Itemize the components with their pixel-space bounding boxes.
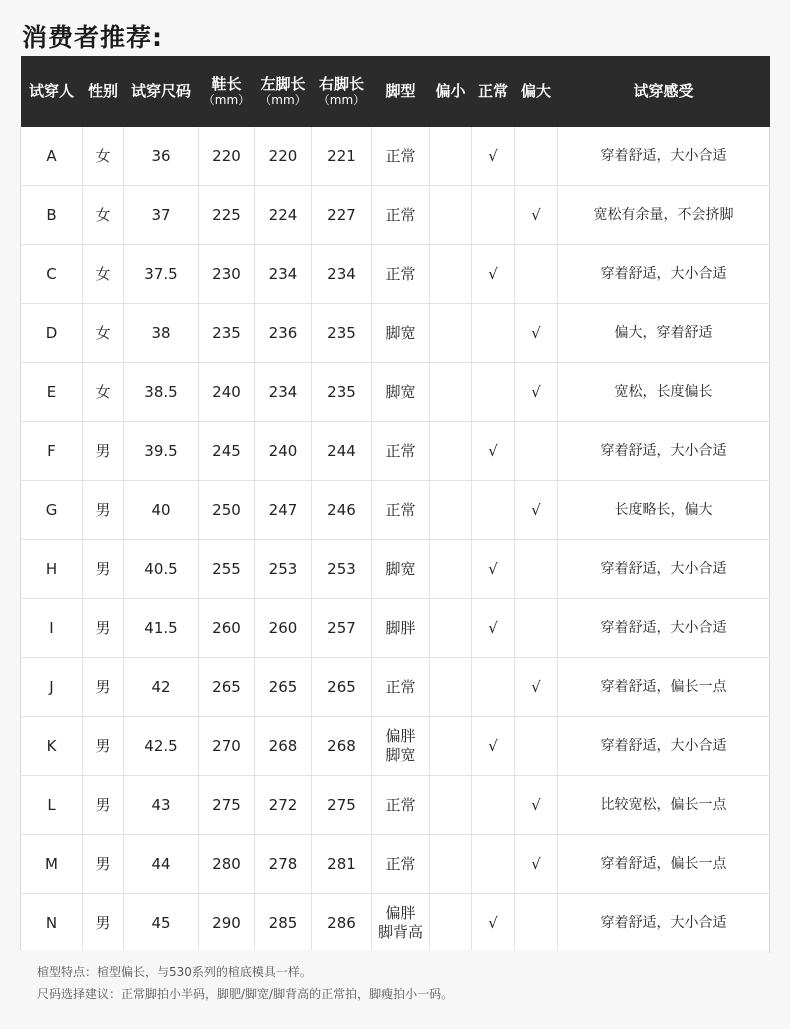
tester-cell: F — [21, 422, 83, 481]
right-foot-cell: 235 — [312, 363, 372, 422]
left-foot-cell: 260 — [255, 599, 312, 658]
size-cell: 42.5 — [124, 717, 199, 776]
foot-type-cell: 脚宽 — [372, 304, 430, 363]
right-foot-cell: 244 — [312, 422, 372, 481]
feeling-cell: 比较宽松，偏长一点 — [558, 776, 770, 835]
feeling-cell: 宽松有余量，不会挤脚 — [558, 186, 770, 245]
normal-check-cell: √ — [472, 540, 515, 599]
size-cell: 42 — [124, 658, 199, 717]
right-foot-cell: 221 — [312, 127, 372, 186]
left-foot-cell: 236 — [255, 304, 312, 363]
large-check-cell — [515, 127, 558, 186]
small-check-cell — [430, 245, 472, 304]
header-label: 试穿感受 — [633, 82, 694, 100]
header-shoe-length — [199, 56, 255, 127]
note-size-advice: 尺码选择建议：正常脚拍小半码，脚肥/脚宽/脚背高的正常拍，脚瘦拍小一码。 — [37, 987, 454, 1001]
normal-check-cell: √ — [472, 717, 515, 776]
tester-cell: L — [21, 776, 83, 835]
shoe-length-cell: 230 — [199, 245, 255, 304]
shoe-length-cell: 255 — [199, 540, 255, 599]
table-row — [21, 363, 770, 422]
tester-cell: M — [21, 835, 83, 894]
tester-cell: C — [21, 245, 83, 304]
tester-cell: G — [21, 481, 83, 540]
tester-cell: K — [21, 717, 83, 776]
feeling-cell: 偏大，穿着舒适 — [558, 304, 770, 363]
feeling-cell: 穿着舒适，偏长一点 — [558, 658, 770, 717]
header-foot-type — [372, 56, 430, 127]
gender-cell: 女 — [83, 363, 124, 422]
feeling-cell: 长度略长，偏大 — [558, 481, 770, 540]
tester-cell: J — [21, 658, 83, 717]
size-cell: 39.5 — [124, 422, 199, 481]
right-foot-cell: 234 — [312, 245, 372, 304]
large-check-cell — [515, 717, 558, 776]
table-body — [21, 127, 770, 953]
header-label: 偏小 — [435, 82, 466, 100]
small-check-cell — [430, 304, 472, 363]
feeling-cell: 穿着舒适，大小合适 — [558, 422, 770, 481]
large-check-cell — [515, 540, 558, 599]
large-check-cell: √ — [515, 835, 558, 894]
gender-cell: 男 — [83, 540, 124, 599]
foot-type-cell: 偏胖 脚背高 — [372, 894, 430, 953]
table-row — [21, 245, 770, 304]
gender-cell: 女 — [83, 186, 124, 245]
gender-cell: 男 — [83, 481, 124, 540]
shoe-length-cell: 220 — [199, 127, 255, 186]
table-row — [21, 540, 770, 599]
large-check-cell — [515, 894, 558, 953]
foot-type-cell: 正常 — [372, 186, 430, 245]
gender-cell: 男 — [83, 422, 124, 481]
gender-cell: 男 — [83, 717, 124, 776]
gender-cell: 女 — [83, 127, 124, 186]
gender-cell: 女 — [83, 245, 124, 304]
feeling-cell: 宽松，长度偏长 — [558, 363, 770, 422]
tester-cell: N — [21, 894, 83, 953]
shoe-length-cell: 290 — [199, 894, 255, 953]
size-cell: 41.5 — [124, 599, 199, 658]
tester-cell: A — [21, 127, 83, 186]
header-normal — [472, 56, 515, 127]
table-row — [21, 481, 770, 540]
small-check-cell — [430, 776, 472, 835]
normal-check-cell — [472, 363, 515, 422]
small-check-cell — [430, 127, 472, 186]
tester-cell: B — [21, 186, 83, 245]
table-row — [21, 422, 770, 481]
left-foot-cell: 234 — [255, 245, 312, 304]
table-row — [21, 658, 770, 717]
small-check-cell — [430, 186, 472, 245]
feeling-cell: 穿着舒适，大小合适 — [558, 894, 770, 953]
right-foot-cell: 268 — [312, 717, 372, 776]
left-foot-cell: 224 — [255, 186, 312, 245]
tester-cell: D — [21, 304, 83, 363]
gender-cell: 男 — [83, 835, 124, 894]
header-trial-size — [124, 56, 199, 127]
size-cell: 40.5 — [124, 540, 199, 599]
small-check-cell — [430, 422, 472, 481]
small-check-cell — [430, 658, 472, 717]
normal-check-cell — [472, 658, 515, 717]
gender-cell: 男 — [83, 894, 124, 953]
gender-cell: 男 — [83, 599, 124, 658]
size-cell: 38.5 — [124, 363, 199, 422]
notes-box — [20, 950, 769, 1010]
normal-check-cell: √ — [472, 894, 515, 953]
shoe-length-cell: 280 — [199, 835, 255, 894]
size-recommendation-table — [20, 56, 769, 953]
header-label: 偏大 — [520, 82, 551, 100]
small-check-cell — [430, 540, 472, 599]
large-check-cell: √ — [515, 186, 558, 245]
left-foot-cell: 247 — [255, 481, 312, 540]
foot-type-cell: 正常 — [372, 245, 430, 304]
left-foot-cell: 265 — [255, 658, 312, 717]
foot-type-cell: 偏胖 脚宽 — [372, 717, 430, 776]
tester-cell: H — [21, 540, 83, 599]
left-foot-cell: 220 — [255, 127, 312, 186]
size-cell: 44 — [124, 835, 199, 894]
right-foot-cell: 235 — [312, 304, 372, 363]
small-check-cell — [430, 835, 472, 894]
small-check-cell — [430, 363, 472, 422]
header-large — [515, 56, 558, 127]
right-foot-cell: 253 — [312, 540, 372, 599]
header-label: 性别 — [87, 82, 118, 100]
shoe-length-cell: 250 — [199, 481, 255, 540]
feeling-cell: 穿着舒适，大小合适 — [558, 540, 770, 599]
header-unit: （mm） — [202, 92, 251, 107]
header-left-foot-length — [255, 56, 312, 127]
table-row — [21, 599, 770, 658]
table-row — [21, 127, 770, 186]
normal-check-cell — [472, 835, 515, 894]
small-check-cell — [430, 599, 472, 658]
header-right-foot-length — [312, 56, 372, 127]
shoe-length-cell: 225 — [199, 186, 255, 245]
shoe-length-cell: 275 — [199, 776, 255, 835]
small-check-cell — [430, 481, 472, 540]
tester-cell: E — [21, 363, 83, 422]
feeling-cell: 穿着舒适，大小合适 — [558, 717, 770, 776]
size-cell: 37 — [124, 186, 199, 245]
feeling-cell: 穿着舒适，大小合适 — [558, 127, 770, 186]
table-row — [21, 186, 770, 245]
normal-check-cell — [472, 186, 515, 245]
large-check-cell — [515, 245, 558, 304]
normal-check-cell: √ — [472, 599, 515, 658]
table-row — [21, 776, 770, 835]
right-foot-cell: 227 — [312, 186, 372, 245]
left-foot-cell: 240 — [255, 422, 312, 481]
right-foot-cell: 286 — [312, 894, 372, 953]
shoe-length-cell: 240 — [199, 363, 255, 422]
note-last-feature: 楦型特点：楦型偏长，与530系列的楦底模具一样。 — [37, 965, 312, 979]
foot-type-cell: 脚宽 — [372, 540, 430, 599]
header-unit: （mm） — [317, 92, 366, 107]
size-cell: 36 — [124, 127, 199, 186]
normal-check-cell — [472, 776, 515, 835]
right-foot-cell: 246 — [312, 481, 372, 540]
header-label: 鞋长 — [211, 74, 242, 93]
large-check-cell: √ — [515, 304, 558, 363]
feeling-cell: 穿着舒适，大小合适 — [558, 245, 770, 304]
size-cell: 37.5 — [124, 245, 199, 304]
header-label: 试穿人 — [28, 82, 74, 100]
page-title: 消费者推荐: — [22, 23, 163, 52]
table-row — [21, 717, 770, 776]
large-check-cell: √ — [515, 776, 558, 835]
header-label: 正常 — [477, 82, 508, 100]
header-label: 左脚长 — [260, 74, 306, 93]
left-foot-cell: 278 — [255, 835, 312, 894]
left-foot-cell: 234 — [255, 363, 312, 422]
header-gender — [83, 56, 124, 127]
header-fit-feeling — [558, 56, 770, 127]
large-check-cell: √ — [515, 363, 558, 422]
left-foot-cell: 268 — [255, 717, 312, 776]
normal-check-cell — [472, 304, 515, 363]
foot-type-cell: 正常 — [372, 835, 430, 894]
large-check-cell — [515, 422, 558, 481]
header-label: 试穿尺码 — [130, 82, 191, 100]
feeling-cell: 穿着舒适，大小合适 — [558, 599, 770, 658]
table-row — [21, 894, 770, 953]
table-row — [21, 304, 770, 363]
shoe-length-cell: 260 — [199, 599, 255, 658]
left-foot-cell: 285 — [255, 894, 312, 953]
small-check-cell — [430, 717, 472, 776]
right-foot-cell: 275 — [312, 776, 372, 835]
size-cell: 43 — [124, 776, 199, 835]
table-header — [21, 56, 770, 127]
left-foot-cell: 272 — [255, 776, 312, 835]
foot-type-cell: 正常 — [372, 658, 430, 717]
size-cell: 40 — [124, 481, 199, 540]
header-small — [430, 56, 472, 127]
right-foot-cell: 265 — [312, 658, 372, 717]
shoe-length-cell: 265 — [199, 658, 255, 717]
tester-cell: I — [21, 599, 83, 658]
header-tester — [21, 56, 83, 127]
header-label: 右脚长 — [318, 74, 364, 93]
shoe-length-cell: 245 — [199, 422, 255, 481]
gender-cell: 女 — [83, 304, 124, 363]
foot-type-cell: 正常 — [372, 481, 430, 540]
large-check-cell — [515, 599, 558, 658]
normal-check-cell: √ — [472, 127, 515, 186]
gender-cell: 男 — [83, 776, 124, 835]
right-foot-cell: 281 — [312, 835, 372, 894]
left-foot-cell: 253 — [255, 540, 312, 599]
table-row — [21, 835, 770, 894]
shoe-length-cell: 270 — [199, 717, 255, 776]
foot-type-cell: 正常 — [372, 127, 430, 186]
header-label: 脚型 — [385, 82, 416, 100]
size-cell: 45 — [124, 894, 199, 953]
header-unit: （mm） — [259, 92, 307, 107]
large-check-cell: √ — [515, 658, 558, 717]
normal-check-cell — [472, 481, 515, 540]
size-cell: 38 — [124, 304, 199, 363]
small-check-cell — [430, 894, 472, 953]
foot-type-cell: 正常 — [372, 422, 430, 481]
gender-cell: 男 — [83, 658, 124, 717]
normal-check-cell: √ — [472, 422, 515, 481]
right-foot-cell: 257 — [312, 599, 372, 658]
normal-check-cell: √ — [472, 245, 515, 304]
foot-type-cell: 脚宽 — [372, 363, 430, 422]
shoe-length-cell: 235 — [199, 304, 255, 363]
foot-type-cell: 脚胖 — [372, 599, 430, 658]
large-check-cell: √ — [515, 481, 558, 540]
feeling-cell: 穿着舒适，偏长一点 — [558, 835, 770, 894]
foot-type-cell: 正常 — [372, 776, 430, 835]
